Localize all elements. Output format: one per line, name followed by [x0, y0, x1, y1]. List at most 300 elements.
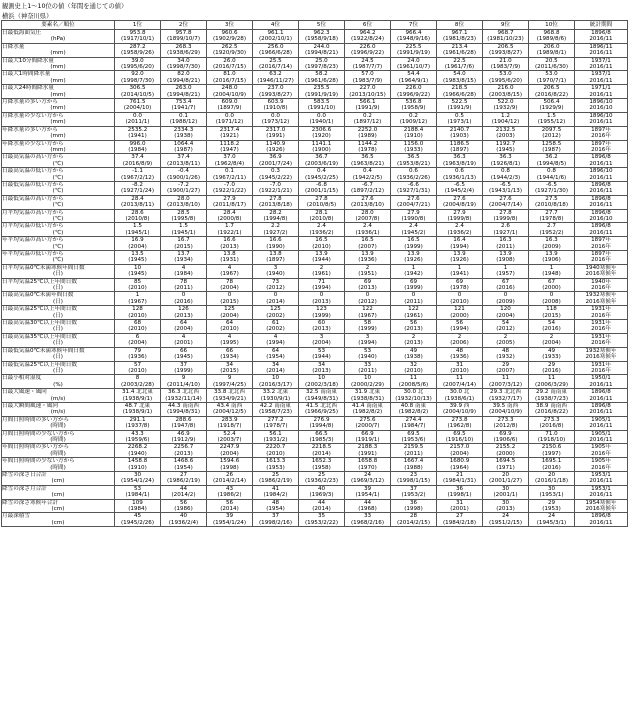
cell-value: 1680.9 — [449, 458, 470, 465]
cell-date: (1966/9/25) — [304, 409, 339, 416]
rank-cell — [115, 444, 161, 458]
row-element-name — [2, 389, 115, 403]
cell-value: 2306.6 — [311, 126, 332, 133]
rank-cell — [483, 485, 529, 499]
rank-cell — [253, 306, 299, 320]
cell-value: 206.5 — [543, 85, 560, 92]
rank-cell — [345, 168, 391, 182]
cell-value: 11 — [455, 375, 464, 382]
cell-date: (2004) — [128, 340, 147, 347]
cell-date: (1999) — [404, 285, 423, 292]
rank-cell — [207, 320, 253, 334]
cell-date: (1978/7) — [263, 423, 288, 430]
rank-cell — [391, 458, 437, 472]
rank-cell — [299, 402, 345, 416]
period-cell — [575, 57, 628, 71]
cell-date: (1986/2/19) — [166, 478, 201, 485]
rank-cell — [345, 320, 391, 334]
rank-cell — [437, 209, 483, 223]
cell-value: 13.9 — [499, 251, 512, 257]
rank-cell — [161, 195, 207, 209]
cell-value: 28.5 — [177, 209, 190, 216]
row-element-name — [2, 112, 115, 126]
cell-value: 506.4 — [543, 99, 560, 106]
cell-value: 29.2 南南東 — [535, 389, 567, 396]
cell-value: 44 — [317, 499, 326, 506]
cell-date: (1998/1) — [447, 492, 472, 499]
cell-value: 536.8 — [405, 99, 422, 106]
rank-cell — [253, 444, 299, 458]
cell-value: 273.3 — [497, 416, 514, 423]
rank-cell — [391, 126, 437, 140]
cell-value: 0.8 — [547, 168, 556, 175]
period-cell — [575, 237, 628, 251]
cell-date: (2016/8/9) — [122, 160, 153, 167]
cell-date: (1932/10/13) — [395, 395, 432, 402]
cell-value: 66 — [225, 347, 234, 354]
cell-date: (1997/4/25) — [212, 381, 247, 388]
cell-date: (1910) — [404, 133, 423, 140]
rank-cell — [483, 223, 529, 237]
cell-date: (2001) — [450, 506, 469, 513]
period-cell — [575, 112, 628, 126]
cell-value: 0.6 — [409, 168, 418, 175]
cell-date: (1908) — [496, 257, 515, 264]
rank-cell — [161, 347, 207, 361]
rank-cell — [299, 251, 345, 265]
row-element-name — [2, 71, 115, 85]
cell-date: (2010) — [312, 243, 331, 250]
cell-date: (1936/1/13) — [442, 174, 477, 181]
rank-cell — [207, 237, 253, 251]
rank-cell — [529, 85, 575, 99]
table-body — [2, 30, 628, 527]
cell-date: (2013/8/10) — [350, 202, 385, 209]
cell-value: 2.2 — [271, 223, 280, 230]
cell-date: (1983/7/9) — [490, 64, 521, 71]
cell-value: 216.0 — [497, 85, 514, 92]
cell-date: (2005) — [496, 340, 515, 347]
cell-value: 78 — [225, 278, 234, 285]
cell-value: 16.5 — [407, 237, 420, 244]
table-row — [2, 30, 628, 44]
cell-date: (2012/8) — [493, 423, 518, 430]
period-end: 2016/11 — [589, 50, 613, 57]
cell-value: 2 — [411, 333, 416, 340]
rank-cell — [161, 264, 207, 278]
cell-date: (2003/7) — [217, 436, 242, 443]
cell-value: 283.9 — [221, 416, 238, 423]
cell-value: 16.7 — [177, 237, 190, 244]
cell-date: (1999/8) — [493, 215, 518, 222]
cell-date: (1945/2/4) — [444, 188, 475, 195]
element-label: 日最大風速・風向 — [2, 389, 47, 396]
cell-value: 274.4 — [405, 416, 422, 423]
rank-cell — [529, 126, 575, 140]
rank-cell — [391, 430, 437, 444]
cell-date: (1953/1) — [539, 492, 564, 499]
element-unit: (cm) — [51, 492, 65, 499]
cell-date: (2007) — [358, 243, 377, 250]
cell-date: (2016) — [542, 326, 561, 333]
cell-value: 69 — [455, 278, 464, 285]
cell-date: (2010/8) — [309, 215, 334, 222]
cell-value: 67 — [501, 278, 510, 285]
cell-value: 1064.4 — [173, 140, 194, 147]
cell-value: 522.0 — [497, 99, 514, 106]
cell-value: 2317.4 — [219, 126, 240, 133]
rank-cell — [345, 71, 391, 85]
cell-date: (1958) — [312, 464, 331, 471]
period-start: 1896/8 — [591, 30, 611, 36]
element-label: 降雪の深さ月合計 — [2, 485, 47, 492]
element-label: 日最大瞬間風速・風向 — [2, 402, 58, 409]
rank-cell — [161, 30, 207, 44]
period-end: 2016/11 — [589, 478, 613, 485]
cell-value: 49 — [547, 347, 556, 354]
cell-date: (1993/8/27) — [488, 50, 523, 57]
period-end: 2016/11 — [589, 160, 613, 167]
rank-cell — [161, 154, 207, 168]
rank-cell — [115, 485, 161, 499]
header-rank-2: 2位 — [161, 21, 207, 30]
period-start: 1953/1 — [591, 472, 611, 478]
element-label: 日最低気温25℃以上年間日数 — [2, 361, 77, 368]
cell-date: (1963/8/21) — [350, 160, 385, 167]
cell-value: 2150.6 — [541, 444, 562, 451]
rank-cell — [207, 361, 253, 375]
cell-value: 2535.2 — [127, 126, 148, 133]
rank-cell — [529, 430, 575, 444]
cell-value: 964.2 — [359, 30, 376, 36]
cell-value: 48 — [271, 499, 280, 506]
cell-date: (1906) — [542, 257, 561, 264]
cell-value: 0.0 — [133, 112, 142, 119]
rank-cell — [345, 223, 391, 237]
rank-cell — [345, 458, 391, 472]
rank-cell — [345, 499, 391, 513]
cell-value: 0 — [549, 292, 554, 299]
cell-date: (1973/1) — [447, 119, 472, 126]
rank-cell — [391, 375, 437, 389]
cell-date: (2010/8) — [125, 215, 150, 222]
table-row — [2, 375, 628, 389]
cell-value: 206.0 — [543, 43, 560, 50]
period-cell — [575, 140, 628, 154]
cell-value: 2218.5 — [311, 444, 332, 451]
row-element-name — [2, 472, 115, 486]
table-row — [2, 237, 628, 251]
cell-value: 118 — [546, 306, 557, 313]
rank-cell — [161, 57, 207, 71]
period-cell — [575, 458, 628, 472]
element-label: 月平均気温の低い方から — [2, 223, 64, 230]
period-start: 1940年 — [591, 278, 611, 285]
cell-value: 2155.2 — [495, 444, 516, 451]
cell-value: 2159.5 — [403, 444, 424, 451]
rank-cell — [529, 237, 575, 251]
rank-cell — [345, 237, 391, 251]
row-element-name — [2, 251, 115, 265]
period-cell — [575, 444, 628, 458]
cell-date: (1964/9/1) — [398, 77, 429, 84]
cell-value: 37 — [179, 361, 188, 368]
cell-value: 68 — [133, 320, 142, 327]
rank-cell — [345, 264, 391, 278]
rank-cell — [207, 71, 253, 85]
element-unit: (日) — [53, 326, 63, 333]
cell-date: (1991/9/19) — [396, 50, 431, 57]
rank-cell — [529, 458, 575, 472]
cell-date: (2010) — [404, 367, 423, 374]
cell-value: 64 — [271, 347, 280, 354]
cell-date: (1945) — [496, 146, 515, 153]
cell-value: 21 — [455, 472, 464, 478]
rank-cell — [253, 126, 299, 140]
cell-date: (1938/8/31) — [350, 395, 385, 402]
cell-value: 39.9 西 — [449, 402, 470, 409]
cell-date: (1948) — [542, 271, 561, 278]
cell-value: 54.4 — [407, 71, 420, 78]
period-cell — [575, 30, 628, 44]
rank-cell — [299, 278, 345, 292]
cell-date: (1991) — [358, 450, 377, 457]
cell-value: 1 — [503, 264, 508, 271]
cell-value: 2188.4 — [403, 126, 424, 133]
rank-cell — [437, 99, 483, 113]
cell-date: (1932/11/14) — [165, 395, 202, 402]
period-cell — [575, 320, 628, 334]
rank-cell — [391, 154, 437, 168]
cell-value: 27.8 — [499, 209, 512, 216]
cell-value: 275.6 — [359, 416, 376, 423]
row-element-name — [2, 126, 115, 140]
cell-value: 31.9 北東 — [354, 389, 381, 396]
row-element-name — [2, 278, 115, 292]
rank-cell — [253, 402, 299, 416]
rank-cell — [253, 389, 299, 403]
row-element-name — [2, 264, 115, 278]
cell-value: 1141.1 — [311, 140, 332, 147]
cell-date: (2016/8) — [539, 423, 564, 430]
cell-date: (1909/12) — [399, 119, 428, 126]
cell-date: (2010) — [128, 326, 147, 333]
cell-date: (2002) — [266, 312, 285, 319]
cell-date: (1984) — [174, 271, 193, 278]
rank-cell — [253, 140, 299, 154]
cell-date: (2011/4/10) — [166, 381, 201, 388]
cell-date: (1984/7) — [401, 423, 426, 430]
period-end: 2016/11 — [589, 77, 613, 84]
element-label: 月間日照時間の少ない方から — [2, 430, 75, 437]
cell-date: (1945/1) — [125, 229, 150, 236]
cell-date: (2001) — [174, 340, 193, 347]
cell-value: 2097.5 — [541, 126, 562, 133]
cell-value: 79 — [133, 347, 142, 354]
cell-date: (1940) — [358, 354, 377, 361]
cell-value: 0 — [319, 292, 324, 299]
cell-date: (1922/8/24) — [350, 36, 385, 43]
cell-date: (2016/8/22) — [534, 91, 569, 98]
cell-date: (2010) — [450, 367, 469, 374]
rank-cell — [115, 223, 161, 237]
rank-cell — [391, 57, 437, 71]
rank-cell — [345, 112, 391, 126]
rank-cell — [115, 85, 161, 99]
rank-cell — [529, 472, 575, 486]
cell-date: (1926) — [266, 146, 285, 153]
cell-date: (2016/8/22) — [534, 409, 569, 416]
rank-cell — [253, 181, 299, 195]
period-cell — [575, 361, 628, 375]
cell-value: 16.9 — [131, 237, 144, 244]
cell-date: (2014) — [312, 506, 331, 513]
cell-value: 0.8 — [501, 168, 510, 175]
element-label: 月平均気温の高い方から — [2, 209, 64, 216]
period-cell — [575, 43, 628, 57]
element-label: 日最高気温35℃以上年間日数 — [2, 333, 77, 340]
cell-date: (2015) — [220, 298, 239, 305]
cell-value: 54 — [547, 320, 556, 327]
cell-date: (2013) — [312, 298, 331, 305]
period-end: 2016/11 — [589, 409, 613, 416]
rank-cell — [483, 361, 529, 375]
cell-date: (1969/3) — [309, 492, 334, 499]
cell-value: 39.5 南西 — [492, 402, 519, 409]
cell-date: (2004) — [174, 326, 193, 333]
table-row — [2, 347, 628, 361]
rank-cell — [299, 306, 345, 320]
cell-date: (1941) — [450, 271, 469, 278]
rank-cell — [299, 71, 345, 85]
cell-value: 73 — [271, 278, 280, 285]
rank-cell — [207, 209, 253, 223]
cell-value: 36.5 — [361, 154, 374, 161]
period-end: 2016年 — [591, 312, 611, 319]
rank-cell — [299, 444, 345, 458]
rank-cell — [299, 472, 345, 486]
cell-value: 71 — [317, 278, 326, 285]
period-start: 1954寒候年 — [585, 499, 617, 506]
cell-value: 36 — [409, 499, 418, 506]
cell-value: 122 — [408, 306, 419, 313]
cell-value: 2157.0 — [449, 444, 470, 451]
period-cell — [575, 181, 628, 195]
rank-cell — [299, 485, 345, 499]
period-cell — [575, 292, 628, 306]
cell-value: 291.1 — [129, 416, 146, 423]
rank-cell — [437, 112, 483, 126]
rank-cell — [115, 43, 161, 57]
cell-value: 277.2 — [267, 416, 284, 423]
rank-cell — [437, 168, 483, 182]
rank-cell — [161, 485, 207, 499]
cell-date: (2011/1) — [125, 119, 150, 126]
row-element-name — [2, 375, 115, 389]
cell-date: (1936) — [450, 354, 469, 361]
element-label: 日降水量 — [2, 43, 25, 50]
element-unit: (℃) — [52, 243, 64, 250]
rank-cell — [253, 71, 299, 85]
rank-cell — [483, 375, 529, 389]
rank-cell — [253, 416, 299, 430]
cell-value: 0.1 — [225, 168, 234, 175]
rank-cell — [483, 306, 529, 320]
cell-value: 0 — [457, 292, 462, 299]
header-rank-1: 1位 — [115, 21, 161, 30]
cell-value: 44.3 南南西 — [167, 402, 199, 409]
cell-value: 16.6 — [269, 237, 282, 244]
cell-date: (1995/6/20) — [120, 64, 155, 71]
rank-cell — [207, 416, 253, 430]
rank-cell — [299, 209, 345, 223]
rank-cell — [483, 168, 529, 182]
cell-date: (2016/7/15) — [212, 64, 247, 71]
table-row — [2, 168, 628, 182]
cell-value: 78 — [179, 278, 188, 285]
cell-date: (2008/5/6) — [398, 381, 429, 388]
cell-date: (1932) — [496, 354, 515, 361]
cell-value: 24 — [501, 513, 510, 520]
cell-date: (1954/1/24) — [120, 478, 155, 485]
cell-date: (1997/8/23) — [304, 64, 339, 71]
element-unit: (mm) — [50, 105, 66, 112]
period-start: 1931年 — [591, 333, 611, 340]
cell-value: 48 — [501, 347, 510, 354]
cell-date: (1953) — [266, 464, 285, 471]
rank-cell — [345, 375, 391, 389]
cell-value: 1.5 — [133, 223, 142, 230]
element-unit: (日) — [53, 354, 63, 361]
cell-date: (2013) — [404, 326, 423, 333]
rank-cell — [115, 71, 161, 85]
cell-value: 29 — [547, 361, 556, 368]
row-element-name — [2, 402, 115, 416]
row-element-name — [2, 513, 115, 527]
cell-value: 2268.2 — [127, 444, 148, 451]
element-label: 年平均気温の高い方から — [2, 237, 64, 244]
cell-value: 273.3 — [543, 416, 560, 423]
rank-cell — [391, 43, 437, 57]
cell-date: (1998/7/30) — [120, 77, 155, 84]
cell-date: (1954/1) — [355, 492, 380, 499]
rank-cell — [253, 57, 299, 71]
element-unit: (日) — [53, 298, 63, 305]
period-cell — [575, 195, 628, 209]
cell-date: (2011) — [174, 285, 193, 292]
period-cell — [575, 306, 628, 320]
cell-value: 0.0 — [271, 112, 280, 119]
cell-date: (1987/7/7) — [352, 64, 383, 71]
rank-cell — [115, 209, 161, 223]
table-row — [2, 472, 628, 486]
cell-date: (1934) — [174, 257, 193, 264]
cell-value: -6.7 — [362, 181, 373, 188]
cell-date: (1945) — [128, 257, 147, 264]
cell-date: (1984/1) — [125, 492, 150, 499]
rank-cell — [483, 444, 529, 458]
cell-date: (1945) — [174, 354, 193, 361]
cell-date: (2010) — [220, 326, 239, 333]
cell-value: 36.3 — [453, 154, 466, 161]
cell-value: 56 — [455, 320, 464, 327]
rank-cell — [483, 499, 529, 513]
cell-value: 0 — [227, 292, 232, 299]
cell-value: 57 — [133, 361, 142, 368]
element-unit: (mm) — [50, 91, 66, 98]
cell-date: (1982/8/2) — [398, 409, 429, 416]
cell-date: (1984) — [128, 146, 147, 153]
